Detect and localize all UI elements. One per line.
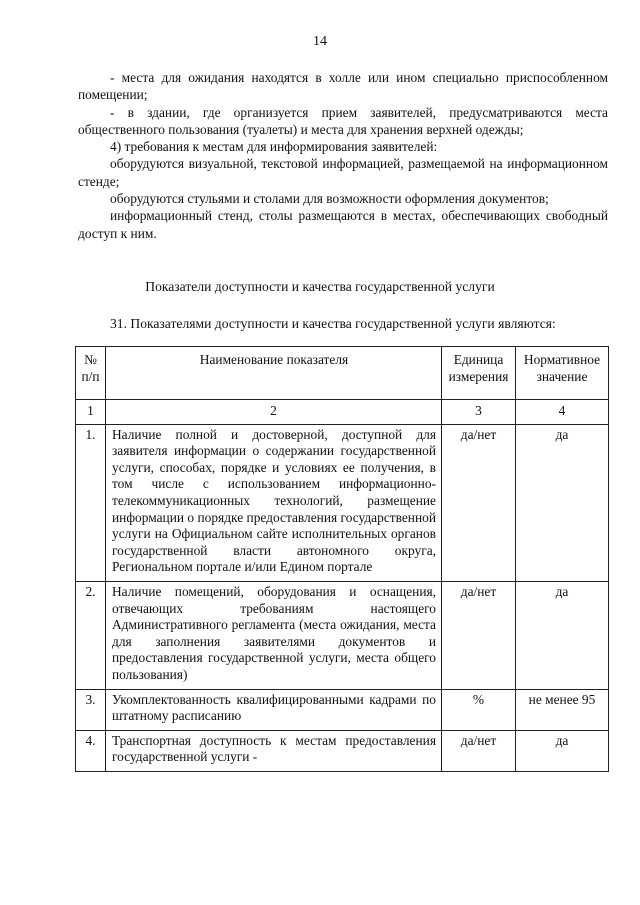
header-norm: Нормативное значение [516,347,609,400]
paragraph-info-stand: информационный стенд, столы размещаются в местах, обеспечивающих свободный доступ к ним. [78,208,608,241]
row-number: 4. [76,730,106,771]
indicator-unit: да/нет [442,730,516,771]
page-bottom-margin [0,834,640,905]
indicator-name: Транспортная доступность к местам предоставления государственной услуги - [106,730,442,771]
paragraph-chairs-tables: оборудуются стульями и столами для возможности оформления документов; [110,191,549,207]
header-num: № п/п [76,347,106,400]
indicators-intro: 31. Показателями доступности и качества государственной услуги являются: [110,316,556,331]
row-number: 3. [76,689,106,730]
row-number: 1. [76,424,106,581]
table-row [76,730,609,771]
page-number: 14 [313,34,327,49]
body-text [78,69,608,242]
indicator-name: Наличие помещений, оборудования и оснащения, отвечающих требованиям настоящего Административного регламента (места ожидания, места для заполнения заявителями документов и предоставления государственной услуги, места общего пользования) [106,581,442,689]
paragraph-info-requirements: 4) требования к местам для информирования заявителей: [110,139,438,155]
table-row [76,689,609,730]
column-number: 1 [76,400,106,425]
indicator-norm: да [516,581,609,689]
indicator-norm: не менее 95 [516,689,609,730]
table-row [76,424,609,581]
indicator-unit: % [442,689,516,730]
indicator-unit: да/нет [442,424,516,581]
paragraph-visual-info: оборудуются визуальной, текстовой информацией, размещаемой на информационном стенде; [78,156,608,189]
column-number: 3 [442,400,516,425]
column-number: 2 [106,400,442,425]
section-title: Показатели доступности и качества государственной услуги [145,279,495,294]
paragraph-waiting-area: - места для ожидания находятся в холле или ином специально приспособленном помещении; [78,70,608,103]
indicator-unit: да/нет [442,581,516,689]
column-number: 4 [516,400,609,425]
indicator-norm: да [516,730,609,771]
paragraph-public-facilities: - в здании, где организуется прием заявителей, предусматриваются места общественного пользования (туалеты) и места для хранения верхней одежды; [78,104,608,137]
indicator-name: Укомплектованность квалифицированными кадрами по штатному расписанию [106,689,442,730]
column-number-row [76,400,609,425]
indicator-name: Наличие полной и достоверной, доступной для заявителя информации о содержании государственной услуги, способах, порядке и условиях ее получения, в том числе с использованием информационно-телекоммуникационных технологий, размещение информации о порядке предоставления государственной услуги на Официальном сайте исполнительных органов государственной власти автономного округа, Региональном портале и/или Едином портале [106,424,442,581]
header-name: Наименование показателя [106,347,442,400]
indicators-table [75,346,609,772]
header-unit: Единица измерения [442,347,516,400]
row-number: 2. [76,581,106,689]
table-header-row [76,347,609,400]
indicator-norm: да [516,424,609,581]
table-row [76,581,609,689]
